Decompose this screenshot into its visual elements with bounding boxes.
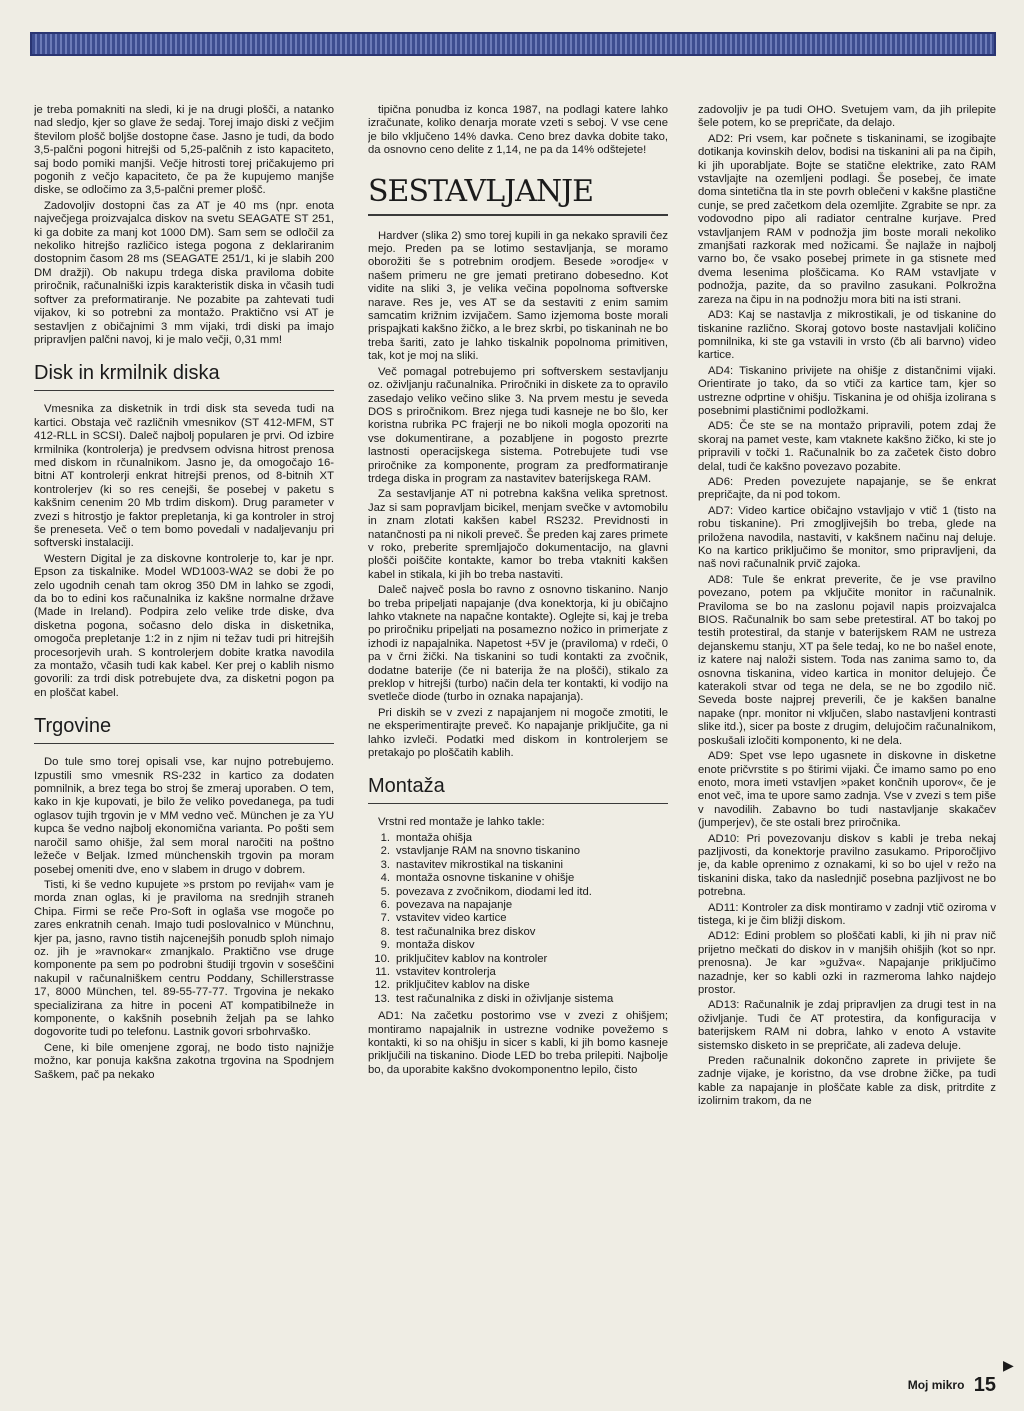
paragraph: Do tule smo torej opisali vse, kar nujno potrebujemo. Izpustili smo vmesnik RS-232 in kartico za dodaten pomnilnik, a brez tega bo stroj še zmeraj uporaben. O tem, kako in kje kupovati, je bilo že veliko povedanega, pa tudi oglasov tujih trgovin je v MM vedno več. München je za YU kupca še vedno najbolj ekonomična varianta. Po pošti sem naročil samo ohišje, žal sem moral naročiti na poštno ležeče v Beljak. Izmed münchenskih trgovin pa moram posebej omeniti dve, eno v slabem in drugo v dobrem. [34,756,334,876]
section-heading-disk: Disk in krmilnik diska [34,361,334,391]
paragraph: tipična ponudba iz konca 1987, na podlagi katere lahko izračunate, koliko denarja morate vzeti s seboj. V vse cene je bilo vključeno 14% davka. Ceno brez davka dobite tako, da osnovno ceno delite z 1,14, ne pa da 14% odštejete! [368,104,668,157]
paragraph: Western Digital je za diskovne kontrolerje to, kar je npr. Epson za tiskalnike. Model WD1003-WA2 se dobi že po zelo ugodnih cenah tam okrog 350 DM in lahko se zgodi, da bo to edini kos računalnika iz kakšne normalne države (Made in Ireland). Podpira zelo velike trde diske, dva disketna pogona, sočasno delo diska in disketnika, omogoča prepletanje 1:2 in z njim ni težav tudi pri hitrejših procesorjevih urah. S kontrolerjem dobite kratka navodila za montažo, včasih tudi kak kabel. Ker prej o kablih nismo govorili: za trdi disk potrebujete dva, za disketni pogon pa en ploščat kabel. [34,552,334,699]
paragraph: AD10: Pri povezovanju diskov s kabli je treba nekaj pazljivosti, da konektorje pravilno zasukamo. Priporočljivo je, da kable oprenimo z oznakami, ki so bo ujel v režo na tiskanini diska, tako da naslednjič posebna pazljivost ne bo potrebna. [698,832,996,899]
section-heading-montaza: Montaža [368,774,668,804]
assembly-steps-list [368,832,668,1006]
list-item: 2. vstavljanje RAM na snovno tiskanino [380,845,580,858]
list-item: 3. nastavitev mikrostikal na tiskanini [380,858,564,871]
list-item: 5. povezava z zvočnikom, diodami led itd. [380,885,592,898]
paragraph: AD4: Tiskanino privijete na ohišje z distančnimi vijaki. Orientirate jo tako, da so vtiči za kartice tam, kjer so ustrezne odprtine v ohišju. Tiskanina je od ohišja izolirana s posebnimi plastičnimi podložkami. [698,364,996,417]
list-item: 6. povezava na napajanje [380,898,513,911]
paragraph: Vrstni red montaže je lahko takle: [378,816,545,829]
paragraph: AD13: Računalnik je zdaj pripravljen za drugi test in na oživljanje. Tudi če AT protestira, da konfiguracija v baterijskem RAM ni dobra, lahko v enoto A vstavite sistemsko disketo in se prepričate, ali zadeva deluje. [698,999,996,1052]
paragraph: Tisti, ki še vedno kupujete »s prstom po revijah« vam je morda znan oglas, ki je praviloma na srednjih straneh Chipa. Firmi se reče Pro-Soft in oglaša vse mogoče po zares enkratnih cenah. Imajo tudi poslovalnico v Münchnu, kjer pa, jasno, ravno tistih najcenejših ponudb sploh nimajo oz. jih je »ravnokar« zmanjkalo. Praktično vse druge komponente pa sem po podrobni študiji trgovin v soseščini nakupil v računalniškem centru Poddany, Schillerstrasse 17, 8000 München, tel. 89-55-77-77. Trgovina je nekako specializirana za hitre in poceni AT kompatibilneže in komponente, o kakšnih posebnih željah pa se lahko dogovorite tudi po telefonu. Lastnik govori srbohrvaško. [34,878,334,1039]
magazine-name: Moj mikro [907,1378,965,1392]
list-item: 7. vstavitev video kartice [380,912,507,925]
paragraph: Daleč največ posla bo ravno z osnovno tiskanino. Nanjo bo treba pripeljati napajanje (dva konektorja, ki ju običajno lahko vtaknete na napačne kontakte). Oglejte si, kaj je treba po priročniku pripeljati na posamezno nožico in primerjate z izhodi iz napajalnika. Napetost +5V je (praviloma) v rdeči, 0 pa v črni žički. Na tiskanini so tudi kontakti za zvočnik, dodatne baterije (če ni baterija že na plošči), stikalo za preklop v hitrejši (turbo) način dela ter kontakti, ki vodijo na svetleče diode (turbo in oznaka napajanja). [368,584,668,704]
paragraph: Za sestavljanje AT ni potrebna kakšna velika spretnost. Jaz si sam popravljam bicikel, menjam svečke v avtomobilu in znam zlotati kakšen kabel RS232. Previdnosti in natančnosti pa ni nikoli preveč. Še preden kaj zares primete v roko, preberite spremljajočo dokumentacijo, na glavni plošči poiščite kontakte, kamor bo treba vtakniti kakšen kabel in stikala, ki jih bo treba nastaviti. [368,488,668,581]
page-number: 15 [973,1374,996,1396]
paragraph: Hardver (slika 2) smo torej kupili in ga nekako spravili čez mejo. Preden pa se lotimo sestavljanja, se moramo oborožiti še s potrebnim orodjem. Besede »orodje« v našem primeru ne gre jemati pretirano dobesedno. Kot vidite na sliki 3, je velika večina popolnoma softverske narave. Res je, ves AT se da sestaviti z enim samim samcatim križnim izvijačem. Samo izjemoma boste morali prispajkati kakšno žičko, a le brez skrbi, po tiskaninah ne bo treba šariti, zato je lahko tiskalnik popolnoma primitiven, tak, kot je moj na sliki. [368,229,668,363]
paragraph: AD11: Kontroler za disk montiramo v zadnji vtič oziroma v tistega, ki je čim bližji diskom. [698,901,996,927]
paragraph: Vmesnika za disketnik in trdi disk sta seveda tudi na kartici. Obstaja več različnih vmesnikov (ST 412-MFM, ST 412-RLL in SCSI). Daleč najbolj popularen je prvi. Od izbire krmilnika (kontrolerja) je predvsem odvisna hitrost prenosa med diskom in rčunalnikom. Jasno je, da omogočajo 16-bitni AT kontrolerji enkrat hitrejši prenos, od 8-bitnih XT kontrolerjev (ki so res cenejši, še posebej v paketu s kakšnim cenenim 20 Mb trdim diskom). Drug parameter v zvezi s hitrostjo je faktor prepletanja, ki ga kontroler in stroj še preneseta. Več o tem bomo povedali v nadaljevanju pri softverski instalaciji. [34,403,334,550]
paragraph: zadovoljiv je pa tudi OHO. Svetujem vam, da jih prilepite šele potem, ko se prepričate, da delajo. [698,104,996,130]
paragraph: AD8: Tule še enkrat preverite, če je vse pravilno povezano, potem pa vključite monitor in računalnik. Praviloma se bo na zaslonu pojavil napis proizvajalca BIOS. Računalnik bo sam sebe pretestiral. AT bo takoj po testih protestiral, da stanje v baterijskem RAM ne ustreza dejanskemu stanju, XT pa šele tedaj, ko ne bo našel enote, iz katere naj naloži sistem. Toda nas zanima samo to, da osnovna tiskanina, video kartica in monitor delujejo. Če katerakoli stvar od tega ne dela, se ne bo zgodilo nič. Seveda boste najprej preverili, če je kakšen banalne napake (npr. monitor ni vključen, slabo nastavljeni kontrasti slike itd.), sicer pa boste z drugim, delujočim računalnikom, poskušali izločiti komponento, ki ne dela. [698,573,996,747]
list-item: 12. priključitev kablov na diske [374,979,530,992]
list-item: 4. montaža osnovne tiskanine v ohišje [380,872,575,885]
column-3 [698,104,996,1354]
column-1 [34,104,334,1344]
paragraph: AD6: Preden povezujete napajanje, se še enkrat prepričajte, da ni pod tokom. [698,475,996,502]
list-item: 11. vstavitev kontrolerja [375,965,496,978]
list-item: 1. montaža ohišja [380,831,472,844]
list-item: 10. priključitev kablov na kontroler [374,952,548,965]
paragraph: AD1: Na začetku postorimo vse v zvezi z ohišjem; montiramo napajalnik in ustrezne vodnike povežemo s kontakti, ki so na ohišju in sicer s kabli, ki jih bomo kasneje priključili na tiskanino. Diode LED bo treba prilepiti. Najbolje bo, da uporabite kakšno dvokomponentno lepilo, čisto [368,1010,668,1076]
list-item: 13. test računalnika z diski in oživljanje sistema [374,992,614,1005]
paragraph: AD5: Če ste se na montažo pripravili, potem zdaj že skoraj na pamet veste, kam vtaknete kakšno žičko, ki ste jo pripravili v točki 1. Računalnik bo za začetek čisto dobro delal, tudi če kakšno povezavo pozabite. [698,420,996,473]
header-stripe-bar [30,32,996,56]
paragraph: Cene, ki bile omenjene zgoraj, ne bodo tisto najnižje možno, kar ponuja kakšna zakotna trgovina na Spodnjem Saškem, pač pa nekako [34,1041,334,1081]
main-heading-sestavljanje: SESTAVLJANJE [368,174,668,216]
list-item: 9. montaža diskov [380,939,475,952]
page-footer [908,1374,996,1397]
column-2 [368,104,668,1344]
paragraph: Pri diskih se v zvezi z napajanjem ni mogoče zmotiti, le ne eksperimentirajte preveč. Ko napajanje priključite, ga ni lahko izvleči. Podatki med diskom in kontrolerjem se pretakajo po ploščatih kablih. [368,706,668,760]
section-heading-trgovine: Trgovine [34,714,334,744]
paragraph: Zadovoljiv dostopni čas za AT je 40 ms (npr. enota največjega proizvajalca diskov na svetu SEAGATE ST 251, ki ga dobite za manj kot 1000 DM). Sam sem se odločil za nekoliko hitrejšo različico istega pogona z deklariranim dostopnim časom 28 ms (SEAGATE 251/1, ki je slabih 200 DM dražji). Ob nakupu trdega diska praviloma dobite priročnik, računalniški izpis karakteristik diska in včasih tudi softver za preformatiranje. Ne pozabite pa zahtevati tudi vijakov, ki so potrebni za montažo. Praktično vsi AT je sestavljen z običajnimi 3 mm vijaki, trdi diski pa imajo pripravljen palčni navoj, ki je malo večji, 0,31 mm! [34,199,334,346]
paragraph: Več pomagal potrebujemo pri softverskem sestavljanju oz. oživljanju računalnika. Priročniki in diskete za to opravilo zasedajo veliko večino slike 3. Na prvem mestu je seveda DOS s priročnikom. Brez njega tudi kasneje ne bo šlo, ker koristna rubrika PC frajerji ne bo nikoli mogla opozoriti na vse dokumentirane, a pozabljene in pogosto prezrte lastnosti operacijskega sistema. Potrebujete tudi vse priročnike za komponente, program za predformatiranje trdega diska in program za nastavitev baterijskega RAM. [368,365,668,485]
paragraph: je treba pomakniti na sledi, ki je na drugi plošči, a natanko nad sledjo, kjer so glave že sedaj. Torej imajo diski z večjim številom plošč boljše dostopne čase. Jasno je tudi, da bodo 3,5-palčni pogoni hitrejši od 5,25-palčnih z isto kapaciteto, saj bodo pomiki manjši. Večje hitrosti torej pričakujemo pri pogonih z večjo kapaciteto, če pa že kupujemo manjše diske, se odločimo za 3,5-palčni premer plošč. [34,104,334,197]
list-item: 8. test računalnika brez diskov [380,925,536,938]
paragraph: AD12: Edini problem so ploščati kabli, ki jih ni prav nič prijetno mečkati do diskov in v manjših ohišjih (kot so npr. prenosna). Je kar »gužva«. Napajanje priključimo nazadnje, ker so kabli ozki in razmeroma lahko najdejo prostor. [698,930,996,996]
paragraph: AD7: Video kartice običajno vstavljajo v vtič 1 (tisto na robu tiskanine). Pri zmogljivejših bo treba, glede na priloženа navodila, nastaviti, v kakšnem načinu naj deluje. Ko na kartico priključimo še monitor, smo pripravljeni, da naš novi računalnik prvič zajoka. [698,504,996,571]
paragraph: AD2: Pri vsem, kar počnete s tiskaninami, se izogibajte dotikanja kovinskih delov, bodisi na tiskanini ali pa na čipih, ki jih uporabljate. Bojte se statične elektrike, zato RAM vstavljajte na ozemljeni podlagi. Še posebej, če imate doma sintetična tla in ste povrh oblečeni v kakšne plastične cunje, se pred začetkom dela ozemljite. Zgrabite se npr. za vodovodno pipo ali radiator centralne kurjave. Pred vstavljanjem RAM v podnožja jim boste morali nekoliko zmanjšati razkorak med nožicami. Še najlaže in najbolj varno bo, če vsako posebej primete in ga stisnete med dvema lesenima ploščicama. Ko RAM vstavljate v podnožja, pazite, da so pravilno zasukani. Polkrožna zareza na čipu in na podnožju mora biti na isti strani. [698,132,996,306]
paragraph: Preden računalnik dokončno zaprete in privijete še zadnje vijake, je koristno, da vse drobne žičke, pa tudi kable za napajanje in ploščate kable za disk, pritrdite z izolirnim trakom, da ne [698,1055,996,1108]
paragraph: AD3: Kaj se nastavlja z mikrostikali, je od tiskanine do tiskanine različno. Skoraj gotovo boste nastavljali količino pomnilnika, ki ste ga vstavili in vrsto (čb ali barvno) video kartice. [698,309,996,362]
paragraph: AD9: Spet vse lepo ugasnete in diskovne in disketne enote pričvrstite s po štirimi vijaki. Če imamo samo po eno enoto, mora imeti vstavljen »paket končnih uporov«, če je enot več, ima te upore samo zadnja. Vse v zvezi s tem piše v navodilih. Zabavno bo tudi nastavljanje skakačev (jumperjev), če ste ostali brez priročnika. [698,750,996,830]
continue-arrow-icon: ▶ [1003,1357,1014,1373]
